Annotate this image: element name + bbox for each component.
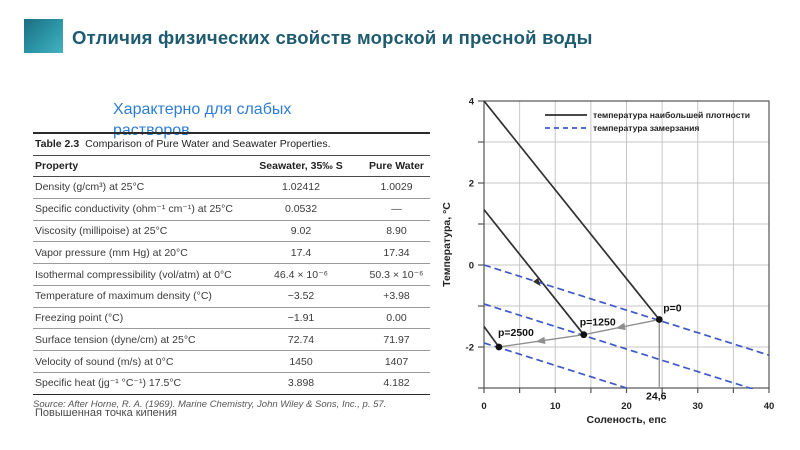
y-tick-label: 4: [468, 96, 474, 108]
table-caption-label: Table 2.3: [35, 138, 80, 150]
table-cell: 1450: [239, 351, 363, 373]
table-cell: 8.90: [363, 220, 430, 242]
table-cell: Freezing point (°C): [33, 307, 239, 329]
table-cell: Specific conductivity (ohm⁻¹ cm⁻¹) at 25°C: [33, 198, 239, 220]
table-cell: −3.52: [239, 285, 363, 307]
pressure-point-label: p=0: [663, 302, 682, 315]
table-cell: 17.34: [363, 242, 430, 264]
table-cell: 46.4 × 10⁻⁶: [239, 264, 363, 286]
page-title: Отличия физических свойств морской и пресной воды: [72, 27, 593, 48]
table-row: [33, 329, 430, 351]
table-row: [33, 264, 430, 286]
series-line-0: [484, 101, 659, 320]
y-tick-label: 0: [468, 260, 474, 272]
table-cell: 3.898: [287, 377, 315, 390]
table-cell: 4.182: [383, 377, 410, 390]
table-caption: [33, 134, 430, 155]
table-cell: Temperature of maximum density (°C): [33, 285, 239, 307]
table-cell: 9.02: [239, 220, 363, 242]
table-cell: 72.74: [239, 329, 363, 351]
x-axis-title: Соленость, епс: [586, 414, 667, 426]
table-cell: Density (g/cm³) at 25°C: [33, 177, 239, 199]
arrowhead: [616, 323, 626, 330]
table-cell: Surface tension (dyne/cm) at 25°C: [33, 329, 239, 351]
table-header-row: [33, 156, 430, 177]
properties-table-figure: [33, 132, 430, 410]
column-header: Property: [33, 156, 239, 177]
table-cell: 71.97: [363, 329, 430, 351]
x-tick-label: 0: [481, 401, 487, 412]
boiling-point-note: Повышенная точка кипения: [35, 407, 177, 419]
x-tick-label: 40: [763, 401, 775, 412]
table-cell: —: [363, 198, 430, 220]
special-salinity-label: 24,6: [646, 390, 667, 403]
arrowhead: [535, 337, 545, 344]
table-row: [33, 285, 430, 307]
table-cell: 17.4: [239, 242, 363, 264]
table-caption-text: Comparison of Pure Water and Seawater Properties.: [85, 138, 331, 150]
table-cell: Isothermal compressibility (vol/atm) at 0°C: [33, 264, 239, 286]
y-tick-label: 2: [468, 178, 474, 190]
pressure-point-label: p=1250: [579, 316, 616, 329]
table-cell: 0.00: [363, 307, 430, 329]
table-row: [33, 177, 430, 199]
title-accent-square-icon: [24, 19, 63, 53]
table-cell: −1.91: [239, 307, 363, 329]
table-source-note: Source: After Horne, R. A. (1969). Marine Chemistry, John Wiley & Sons, Inc., p. 57.: [33, 398, 387, 410]
x-tick-label: 30: [692, 401, 704, 412]
legend-label: температура наибольшей плотности: [593, 110, 751, 120]
table-row: [33, 198, 430, 220]
table-cell: 1.0029: [363, 177, 430, 199]
table-cell: +3.98: [363, 285, 430, 307]
table-row: [33, 307, 430, 329]
table-row: [33, 220, 430, 242]
table-cell: Specific heat (jg⁻¹ °C⁻¹) 17.5°C: [35, 377, 182, 390]
table-cell: Viscosity (millipoise) at 25°C: [33, 220, 239, 242]
table-cell: 1407: [363, 351, 430, 373]
salinity-chart-svg: [440, 85, 785, 445]
data-point: [496, 344, 503, 351]
y-axis-title: Температура, °C: [441, 202, 453, 287]
salinity-temperature-chart: [440, 85, 785, 445]
x-tick-label: 20: [621, 401, 632, 412]
table-body: [33, 177, 430, 395]
table-cell: Vapor pressure (mm Hg) at 20°C: [33, 242, 239, 264]
table-cell: Velocity of sound (m/s) at 0°C: [33, 351, 239, 373]
table-row: [33, 242, 430, 264]
series-line-1: [484, 210, 584, 335]
table-row: [33, 351, 430, 373]
table-cell: 50.3 × 10⁻⁶: [363, 264, 430, 286]
table-cell: 0.0532: [239, 198, 363, 220]
table-row: [33, 373, 430, 395]
data-point: [656, 316, 663, 323]
column-header: Pure Water: [363, 156, 430, 177]
legend-label: температура замерзания: [593, 123, 700, 133]
y-tick-label: -2: [465, 342, 474, 354]
column-header: Seawater, 35‰ S: [239, 156, 363, 177]
data-point: [580, 331, 587, 338]
table-cell: 1.02412: [239, 177, 363, 199]
properties-table: [33, 155, 430, 395]
weak-solutions-annotation: Характерно для слабых растворов: [113, 101, 292, 139]
pressure-point-label: p=2500: [497, 327, 534, 339]
x-tick-label: 10: [549, 401, 561, 412]
